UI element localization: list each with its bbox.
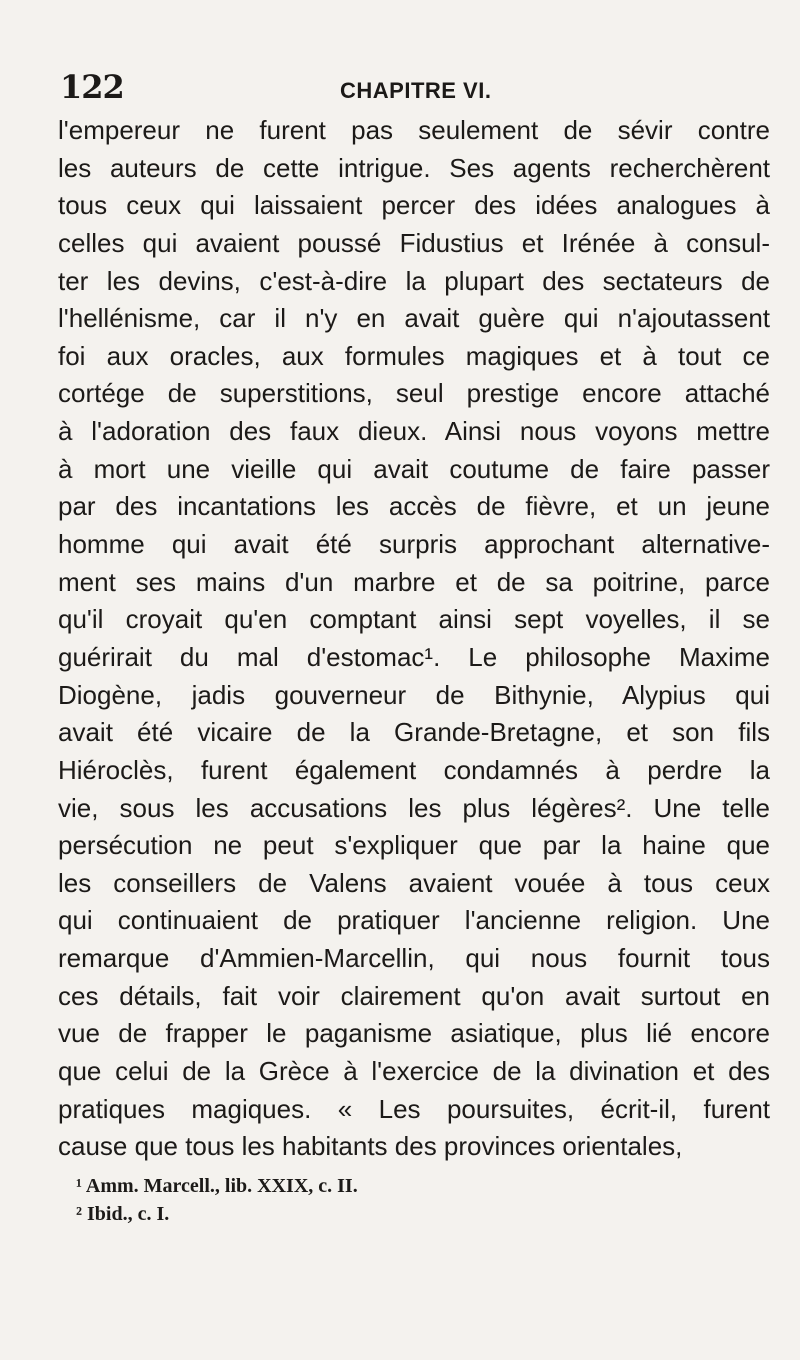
text-line: pratiques magiques. « Les poursuites, écrit-il, furent bbox=[58, 1093, 770, 1124]
text-line: les conseillers de Valens avaient vouée à tous ceux bbox=[58, 867, 770, 898]
text-line: l'hellénisme, car il n'y en avait guère qui n'ajoutassent bbox=[58, 303, 770, 334]
text-line: cortége de superstitions, seul prestige encore attaché bbox=[58, 378, 770, 409]
body-text bbox=[58, 112, 770, 1166]
text-line: qu'il croyait qu'en comptant ainsi sept voyelles, il se bbox=[58, 604, 770, 635]
text-line: à mort une vieille qui avait coutume de faire passer bbox=[58, 453, 770, 484]
text-line: l'empereur ne furent pas seulement de sévir contre bbox=[58, 115, 770, 145]
text-line: homme qui avait été surpris approchant alternative- bbox=[58, 529, 770, 560]
text-line: guérirait du mal d'estomac¹. Le philosophe Maxime bbox=[58, 641, 770, 672]
text-line: foi aux oracles, aux formules magiques et à tout ce bbox=[58, 340, 770, 371]
text-line: cause que tous les habitants des provinces orientales, bbox=[58, 1131, 683, 1162]
text-line: remarque d'Ammien-Marcellin, qui nous fournit tous bbox=[58, 943, 770, 974]
page-number: 122 bbox=[60, 68, 124, 106]
text-line: persécution ne peut s'expliquer que par la haine que bbox=[58, 830, 770, 861]
text-line: qui continuaient de pratiquer l'ancienne religion. Une bbox=[58, 905, 770, 936]
text-line: avait été vicaire de la Grande-Bretagne, et son fils bbox=[58, 717, 770, 748]
text-line: que celui de la Grèce à l'exercice de la divination et des bbox=[58, 1056, 770, 1087]
page-header bbox=[60, 68, 760, 108]
text-line: tous ceux qui laissaient percer des idées analogues à bbox=[58, 190, 770, 221]
footnotes bbox=[76, 1172, 716, 1228]
footnote: ¹ Amm. Marcell., lib. XXIX, c. II. bbox=[76, 1175, 358, 1197]
footnote: ² Ibid., c. I. bbox=[76, 1203, 170, 1225]
text-line: ces détails, fait voir clairement qu'on avait surtout en bbox=[58, 980, 770, 1011]
text-line: vue de frapper le paganisme asiatique, plus lié encore bbox=[58, 1018, 770, 1049]
text-line: à l'adoration des faux dieux. Ainsi nous voyons mettre bbox=[58, 416, 770, 447]
text-line: les auteurs de cette intrigue. Ses agents recherchèrent bbox=[58, 152, 770, 183]
text-line: ter les devins, c'est-à-dire la plupart des sectateurs de bbox=[58, 265, 770, 296]
text-line: par des incantations les accès de fièvre, et un jeune bbox=[58, 491, 770, 522]
text-line: celles qui avaient poussé Fidustius et Irénée à consul- bbox=[58, 227, 770, 258]
text-line: ment ses mains d'un marbre et de sa poitrine, parce bbox=[58, 566, 770, 597]
text-line: Diogène, jadis gouverneur de Bithynie, Alypius qui bbox=[58, 679, 770, 710]
text-line: vie, sous les accusations les plus légères². Une telle bbox=[58, 792, 770, 823]
text-line: Hiéroclès, furent également condamnés à perdre la bbox=[58, 754, 770, 785]
running-head: CHAPITRE VI. bbox=[340, 78, 492, 103]
